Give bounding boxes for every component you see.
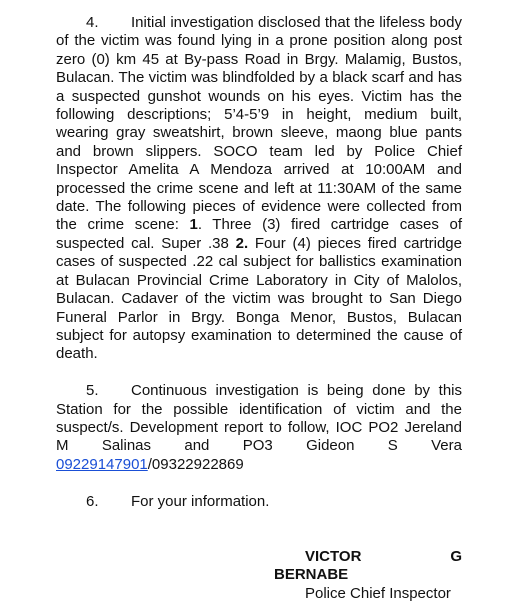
phone-number-link[interactable]: 09229147901: [56, 455, 148, 473]
signatory-name-line: [274, 548, 462, 566]
phone-number-alt: /09322922869: [147, 455, 244, 473]
signatory-title: Police Chief Inspector: [305, 584, 451, 602]
paragraph-5-text: Continuous investigation is being done by this Station for the possible identification of victim and the suspect/s. Development report to follow, IOC PO2 Jereland M Salinas and PO3 Gideon S Vera: [56, 382, 462, 455]
paragraph-4-text: Initial investigation disclosed that the lifeless body of the victim was found lying in a prone position along post zero (0) km 45 at By-pass Road in Brgy. Malamig, Bustos, Bulacan. The victim was blindfolded by a black scarf and has a suspected gunshot wounds on his eyes. Victim has the following descriptions; 5’4-5’9 in height, medium built, wearing gray sweatshirt, brown sleeve, maong blue pants and brown slippers. SOCO team led by Police Chief Inspector Amelita A Mendoza arrived at 10:00AM and processed the crime scene and left at 11:30AM of the same date. The following pieces of evidence were collected from the crime scene:: [56, 14, 462, 234]
signatory-first-name: VICTOR: [305, 548, 362, 565]
paragraph-4: [56, 14, 462, 364]
signatory-middle-initial: G: [450, 548, 462, 565]
signature-block: [274, 548, 462, 603]
signatory-last-name: BERNABE: [274, 566, 349, 584]
evidence-item-1-text: . Three (3) fired cartridge cases of suspected cal. Super .38: [56, 216, 463, 252]
paragraph-4-number: 4.: [86, 14, 99, 31]
paragraph-6: [56, 493, 462, 511]
evidence-item-1-number: 1: [189, 216, 198, 234]
paragraph-5-number: 5.: [86, 382, 99, 400]
paragraph-5: [56, 382, 462, 474]
paragraph-6-number: 6.: [86, 492, 99, 510]
paragraph-6-text: For your information.: [131, 492, 270, 510]
report-body: [56, 14, 462, 511]
evidence-item-2-number: 2.: [235, 234, 249, 252]
evidence-item-2-text: Four (4) pieces fired cartridge cases of suspected .22 cal subject for ballistics examination at Bulacan Provincial Crime Laboratory in City of Malolos, Bulacan. Cadaver of the victim was brought to San Diego Funeral Parlor in Brgy. Bonga Menor, Bustos, Bulacan subject for autopsy examination to determined the cause of death.: [56, 234, 462, 363]
